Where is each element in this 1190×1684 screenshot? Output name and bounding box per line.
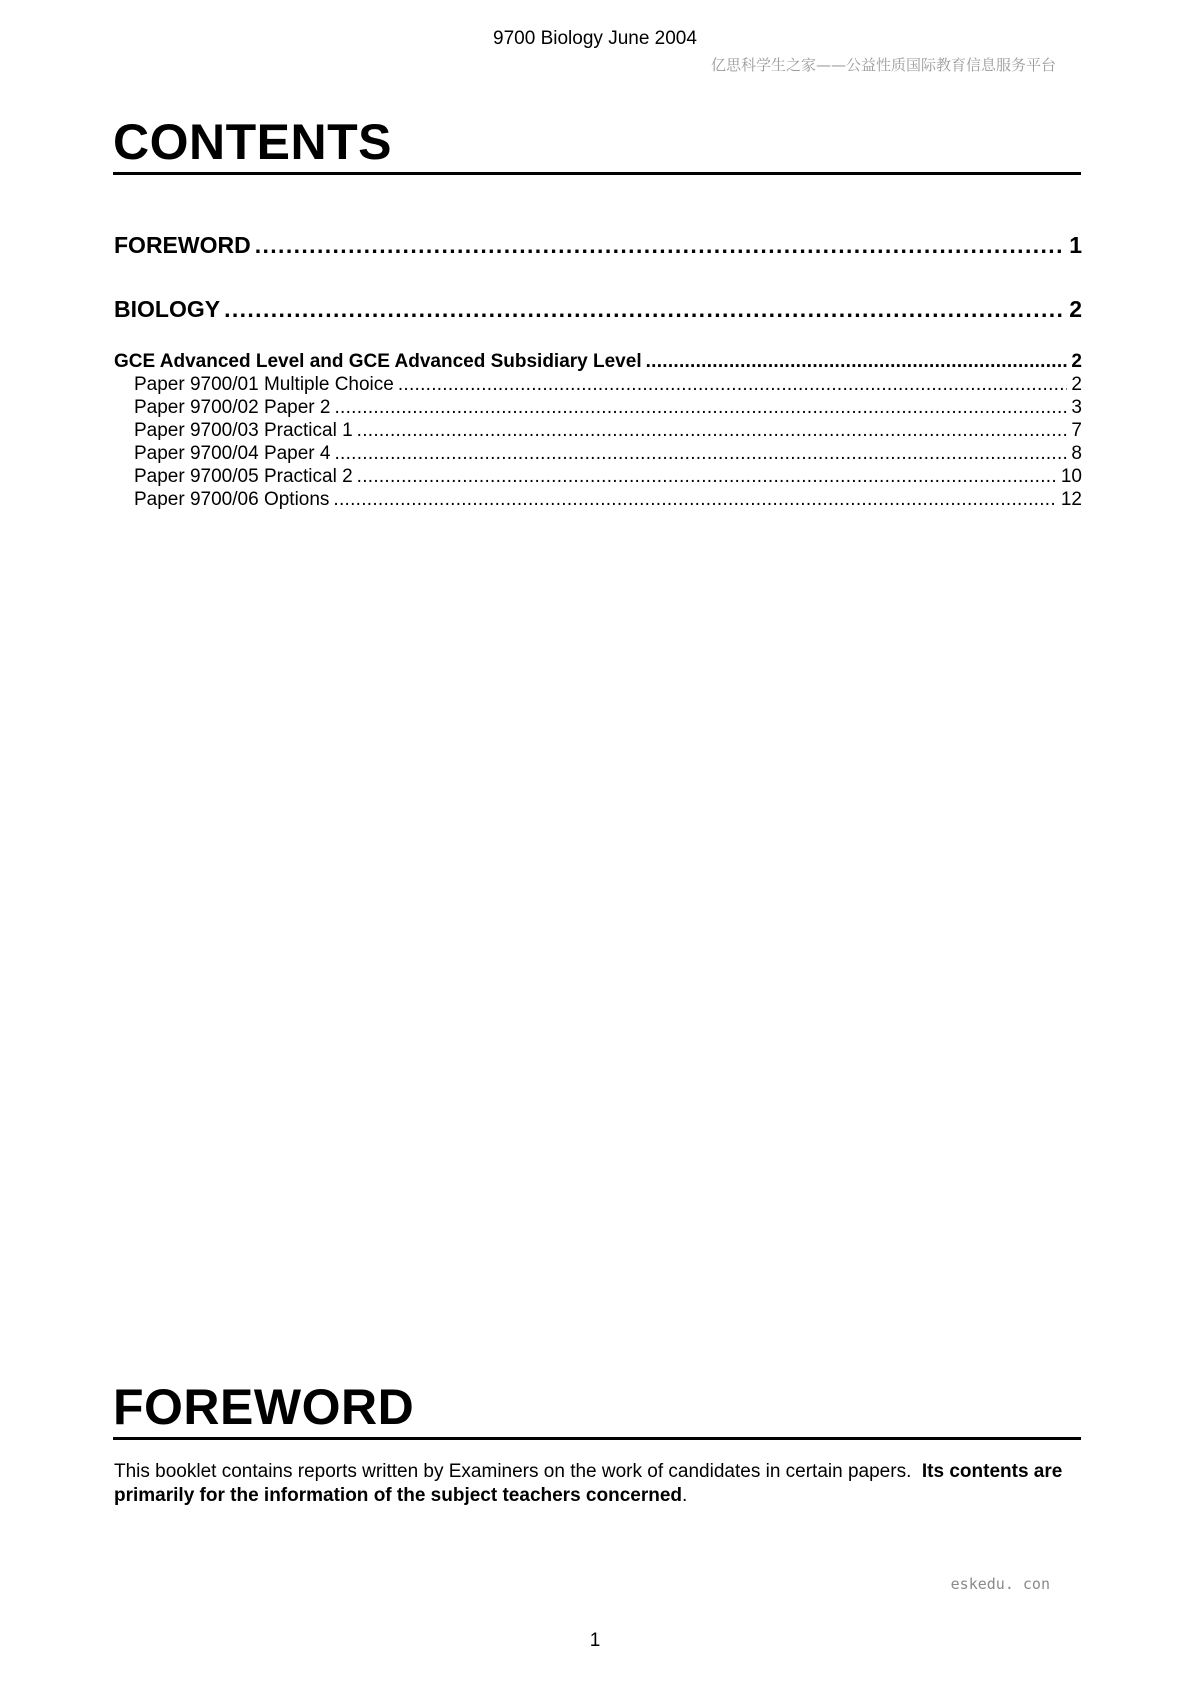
contents-heading: CONTENTS bbox=[113, 115, 1081, 175]
toc-entry-page: 10 bbox=[1060, 466, 1082, 487]
toc-entry-label: Paper 9700/04 Paper 4 bbox=[134, 443, 331, 464]
toc-entry-foreword[interactable] bbox=[114, 232, 1082, 259]
toc-dot-leader bbox=[333, 489, 1056, 511]
foreword-text-plain: This booklet contains reports written by Examiners on the work of candidates in certain papers. bbox=[114, 1461, 912, 1482]
page-number: 1 bbox=[589, 1630, 601, 1651]
toc-entry-label: FOREWORD bbox=[114, 232, 251, 258]
toc-dot-leader bbox=[398, 374, 1068, 396]
toc-dot-leader bbox=[357, 420, 1068, 442]
foreword-text-bold: Its contents are primarily for the information of the subject teachers concerned bbox=[114, 1461, 1063, 1506]
toc-entry-paper-01[interactable] bbox=[134, 374, 1082, 396]
toc-entry-paper-05[interactable] bbox=[134, 466, 1082, 488]
toc-entry-paper-04[interactable] bbox=[134, 443, 1082, 465]
toc-dot-leader bbox=[224, 296, 1065, 323]
toc-entry-page: 8 bbox=[1071, 443, 1082, 464]
toc-entry-biology[interactable] bbox=[114, 296, 1082, 323]
toc-entry-label: Paper 9700/06 Options bbox=[134, 489, 330, 510]
toc-entry-label: Paper 9700/02 Paper 2 bbox=[134, 397, 331, 418]
toc-entry-page: 1 bbox=[1069, 232, 1082, 258]
toc-dot-leader bbox=[357, 466, 1057, 488]
watermark-english: eskedu. con bbox=[950, 1575, 1050, 1593]
foreword-paragraph bbox=[114, 1460, 1082, 1508]
toc-entry-page: 3 bbox=[1071, 397, 1082, 418]
toc-entry-label: BIOLOGY bbox=[114, 296, 221, 322]
toc-dot-leader bbox=[255, 232, 1065, 259]
toc-entry-label: Paper 9700/05 Practical 2 bbox=[134, 466, 353, 487]
foreword-text-end: . bbox=[682, 1485, 688, 1506]
toc-entry-page: 2 bbox=[1071, 374, 1082, 395]
toc-entry-page: 12 bbox=[1060, 489, 1082, 510]
toc-entry-label: Paper 9700/01 Multiple Choice bbox=[134, 374, 394, 395]
toc-dot-leader bbox=[646, 351, 1068, 373]
toc-entry-page: 2 bbox=[1071, 351, 1082, 372]
toc-entry-paper-02[interactable] bbox=[134, 397, 1082, 419]
toc-entry-page: 7 bbox=[1071, 420, 1082, 441]
watermark-chinese: 亿思科学生之家——公益性质国际教育信息服务平台 bbox=[710, 56, 1056, 74]
document-header-title: 9700 Biology June 2004 bbox=[493, 28, 697, 49]
toc-entry-page: 2 bbox=[1069, 296, 1082, 322]
toc-entry-gce-level[interactable] bbox=[114, 351, 1082, 373]
toc-dot-leader bbox=[335, 397, 1068, 419]
toc-entry-paper-03[interactable] bbox=[134, 420, 1082, 442]
toc-entry-label: Paper 9700/03 Practical 1 bbox=[134, 420, 353, 441]
toc-entry-paper-06[interactable] bbox=[134, 489, 1082, 511]
toc-entry-label: GCE Advanced Level and GCE Advanced Subsidiary Level bbox=[114, 351, 642, 372]
foreword-heading: FOREWORD bbox=[113, 1380, 1081, 1440]
toc-dot-leader bbox=[335, 443, 1068, 465]
